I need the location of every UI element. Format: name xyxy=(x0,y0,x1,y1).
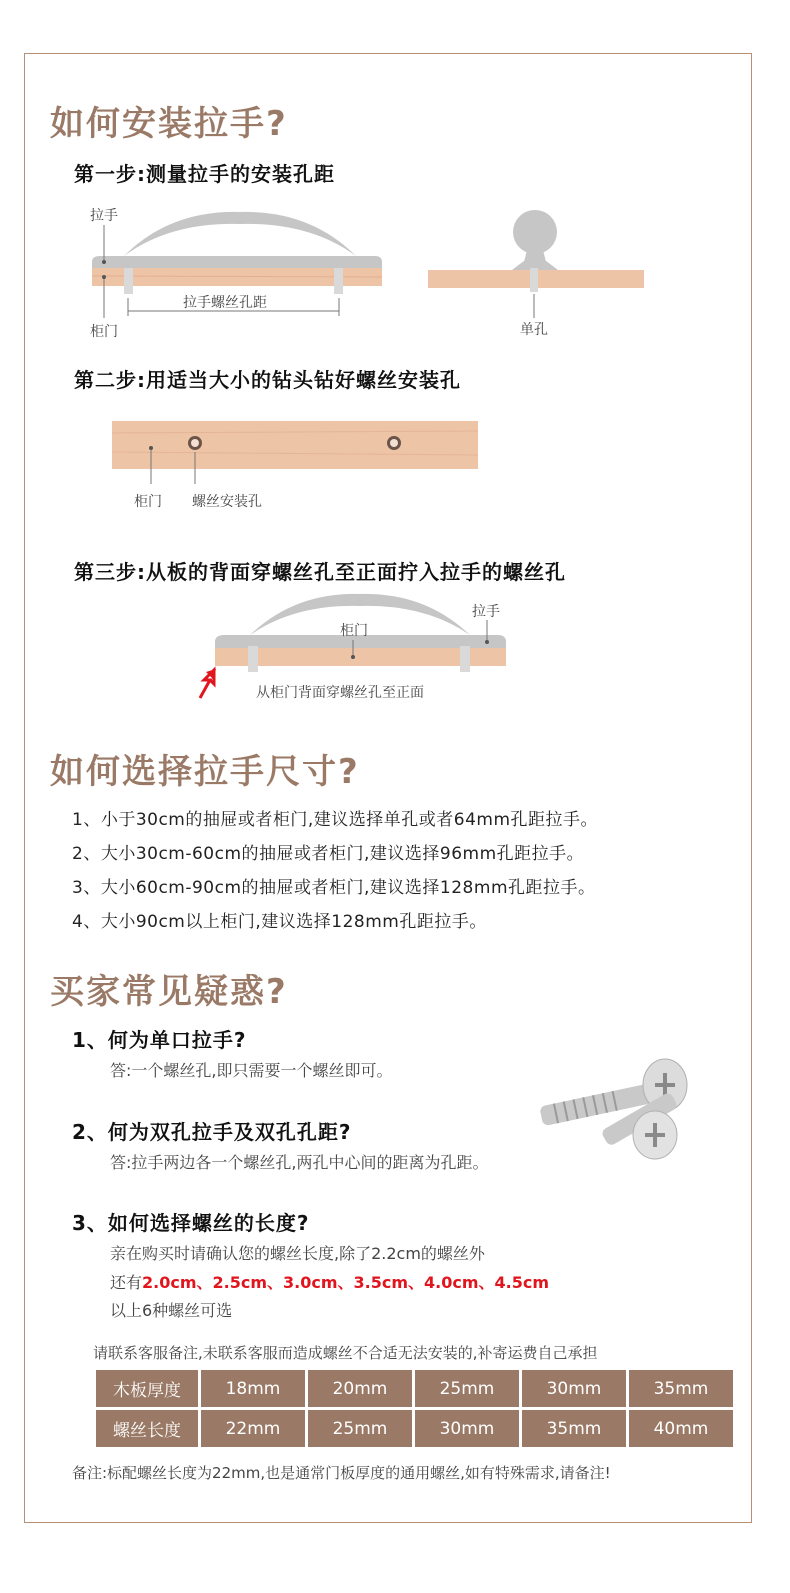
step1-heading: 第一步:测量拉手的安装孔距 xyxy=(74,162,335,186)
faq-answer-3-line2 xyxy=(110,1270,549,1293)
faq-question-2: 2、何为双孔拉手及双孔孔距? xyxy=(72,1120,352,1144)
size-item: 4、大小90cm以上柜门,建议选择128mm孔距拉手。 xyxy=(72,912,487,932)
step2-heading: 第二步:用适当大小的钻头钻好螺丝安装孔 xyxy=(74,368,461,392)
screw-lengths-highlight: 2.0cm、2.5cm、3.0cm、3.5cm、4.0cm、4.5cm xyxy=(142,1273,550,1292)
step1-label-handle: 拉手 xyxy=(90,208,118,224)
faq-title: 买家常见疑惑? xyxy=(50,972,288,1012)
step1-label-door: 柜门 xyxy=(90,324,118,340)
step1-label-hole-distance: 拉手螺丝孔距 xyxy=(183,295,267,311)
table-header-screw: 螺丝长度 xyxy=(96,1410,198,1447)
size-item: 2、大小30cm-60cm的抽屉或者柜门,建议选择96mm孔距拉手。 xyxy=(72,844,585,864)
table-cell: 25mm xyxy=(308,1410,412,1447)
step3-heading: 第三步:从板的背面穿螺丝孔至正面拧入拉手的螺丝孔 xyxy=(74,560,566,584)
step3-label-handle: 拉手 xyxy=(472,604,500,620)
contact-notice: 请联系客服备注,未联系客服而造成螺丝不合适无法安装的,补寄运费自己承担 xyxy=(93,1344,598,1362)
table-cell: 20mm xyxy=(308,1370,412,1407)
step2-board-diagram xyxy=(112,421,478,484)
table-row xyxy=(96,1410,733,1447)
faq-question-3: 3、如何选择螺丝的长度? xyxy=(72,1211,310,1235)
footnote: 备注:标配螺丝长度为22mm,也是通常门板厚度的通用螺丝,如有特殊需求,请备注! xyxy=(72,1464,611,1482)
table-cell: 22mm xyxy=(201,1410,305,1447)
answer-prefix: 还有 xyxy=(110,1273,143,1292)
table-cell: 30mm xyxy=(415,1410,519,1447)
size-title: 如何选择拉手尺寸? xyxy=(50,752,360,792)
screw-size-table xyxy=(93,1367,736,1450)
table-cell: 35mm xyxy=(629,1370,733,1407)
table-cell: 30mm xyxy=(522,1370,626,1407)
table-cell: 25mm xyxy=(415,1370,519,1407)
faq-question-1: 1、何为单口拉手? xyxy=(72,1028,247,1052)
step1-knob-diagram xyxy=(428,210,644,318)
step2-label-door: 柜门 xyxy=(134,494,162,510)
faq-answer-3-line3: 以上6种螺丝可选 xyxy=(110,1301,233,1320)
size-item: 3、大小60cm-90cm的抽屉或者柜门,建议选择128mm孔距拉手。 xyxy=(72,878,596,898)
screws-image xyxy=(539,1059,687,1159)
step2-label-screw-hole: 螺丝安装孔 xyxy=(192,494,262,510)
table-cell: 18mm xyxy=(201,1370,305,1407)
size-item: 1、小于30cm的抽屉或者柜门,建议选择单孔或者64mm孔距拉手。 xyxy=(72,810,599,830)
table-cell: 40mm xyxy=(629,1410,733,1447)
faq-answer-3-line1: 亲在购买时请确认您的螺丝长度,除了2.2cm的螺丝外 xyxy=(110,1244,485,1263)
table-header-board: 木板厚度 xyxy=(96,1370,198,1407)
table-row xyxy=(96,1370,733,1407)
faq-answer-2: 答:拉手两边各一个螺丝孔,两孔中心间的距离为孔距。 xyxy=(110,1153,489,1172)
table-cell: 35mm xyxy=(522,1410,626,1447)
step1-label-single-hole: 单孔 xyxy=(520,322,548,338)
step3-label-door: 柜门 xyxy=(340,623,368,639)
step3-caption: 从柜门背面穿螺丝孔至正面 xyxy=(256,685,424,701)
faq-answer-1: 答:一个螺丝孔,即只需要一个螺丝即可。 xyxy=(110,1061,393,1080)
install-title: 如何安装拉手? xyxy=(50,104,288,144)
